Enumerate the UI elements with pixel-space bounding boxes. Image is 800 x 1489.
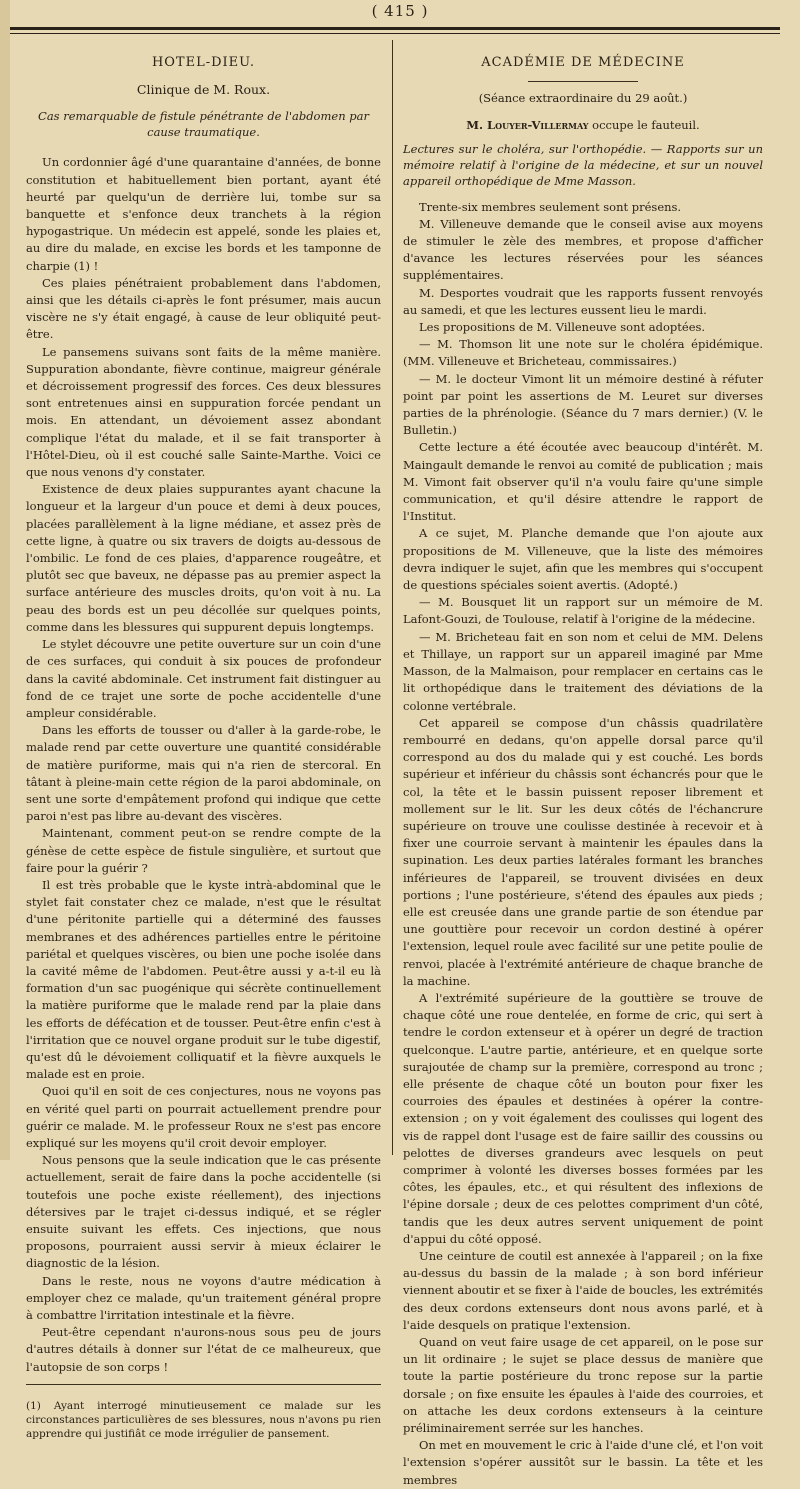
paragraph: A ce sujet, M. Planche demande que l'on ajoute aux propositions de M. Villeneuve, que la liste des mémoires devra indiquer le sujet, afin que les membres qui s'occupent de questions spéciales soient avertis. (Adopté.): [403, 526, 763, 593]
session-summary: Lectures sur le choléra, sur l'orthopédie. — Rapports sur un mémoire relatif à l'origine de la médecine, et sur un nouvel appareil orthopédique de Mme Masson.: [403, 141, 763, 188]
paragraph: M. Villeneuve demande que le conseil avise aux moyens de stimuler le zèle des membres, et propose d'afficher d'avance les lectures réservées pour les séances supplémentaires.: [403, 216, 763, 283]
footnote-rule: [26, 1384, 381, 1385]
paragraph: Il est très probable que le kyste intrà-abdominal que le stylet fait constater chez ce malade, n'est que le résultat d'une péritonite partielle qui a déterminé des fausses membranes et des adhérences partielles entre le péritoine pariétal et quelques viscères, ou bien une poche isolée dans la cavité même de l'abdomen. Peut-être aussi y a-t-il eu là formation d'un sac puogénique qui sécrète continuellement la matière puriforme que le malade rend par la plaie dans les efforts de défécation et de tousser. Peut-être enfin c'est à l'irritation que ce nouvel organe produit sur le tube digestif, qu'est dû le dévoiement colliquatif et la fièvre auxquels le malade est en proie.: [26, 877, 381, 1082]
paragraph: — M. le docteur Vimont lit un mémoire destiné à réfuter point par point les assertions de M. Leuret sur diverses parties de la phrénologie. (Séance du 7 mars dernier.) (V. le Bulletin.): [403, 371, 763, 438]
case-title: Cas remarquable de fistule pénétrante de l'abdomen par cause traumatique.: [38, 109, 369, 140]
heading-rule: [528, 81, 638, 82]
paragraph: A l'extrémité supérieure de la gouttière se trouve de chaque côté une roue dentelée, en forme de cric, qui sert à tendre le cordon extenseur et à opérer un degré de traction quelconque. L'autre partie, antérieure, et en quelque sorte surajoutée de champ sur la première, correspond au tronc ; elle présente de chaque côté un bouton pour fixer les courroies des épaules et destinées à opérer la contre-extension ; on y voit également des coulisses qui logent des vis de rappel dont l'usage est de faire saillir des coussins ou pelottes de diverses grandeurs avec lesquels on peut comprimer à volonté les diverses bosses formées par les côtes, les épaules, etc., et qui résultent des inflexions de l'épine dorsale ; deux de ces pelottes compriment d'un côté, tandis que les deux autres servent uniquement de point d'appui du côté opposé.: [403, 990, 763, 1246]
paragraph: Dans le reste, nous ne voyons d'autre médication à employer chez ce malade, qu'un traitement général propre à combattre l'irritation intestinale et la fièvre.: [26, 1273, 381, 1323]
paragraph: Le stylet découvre une petite ouverture sur un coin d'une de ces surfaces, qui conduit à six pouces de profondeur dans la cavité abdominale. Cet instrument fait distinguer au fond de ce trajet une sorte de poche accidentelle d'une ampleur considérable.: [26, 637, 381, 720]
paragraph: Maintenant, comment peut-on se rendre compte de la génèse de cette espèce de fistule singulière, et surtout que faire pour la guérir ?: [26, 826, 381, 875]
right-column: [403, 54, 763, 1489]
paragraph: Existence de deux plaies suppurantes ayant chacune la longueur et la largeur d'un pouce et demi à deux pouces, placées parallèlement à la ligne médiane, et assez près de cette ligne, à quatre ou six travers de doigts au-dessous de l'ombilic. Le fond de ces plaies, d'apparence rougeâtre, et plutôt sec que baveux, ne dépasse pas au premier aspect la surface antérieure des muscles droits, qu'on voit à nu. La peau des bords est un peu décollée sur quelques points, comme dans les blessures qui suppurent depuis longtemps.: [26, 482, 381, 634]
footnote: (1) Ayant interrogé minutieusement ce malade sur les circonstances particulières de ses blessures, nous n'avons pu rien apprendre qui justifiât ce mode irrégulier de pansement.: [26, 1399, 381, 1440]
left-column: [26, 54, 381, 1441]
column-divider: [392, 40, 393, 1155]
paragraph: Un cordonnier âgé d'une quarantaine d'années, de bonne constitution et habituellement bien portant, ayant été heurté par quelqu'un de derrière lui, tombe sur sa banquette et s'enfonce deux tranchets à la région hypogastrique. Un médecin est appelé, sonde les plaies et, au dire du malade, en excise les bords et les tamponne de charpie (1) !: [26, 155, 381, 273]
session-label: (Séance extraordinaire du 29 août.): [478, 91, 688, 106]
page-edge: [0, 0, 10, 1160]
paragraph: — M. Thomson lit une note sur le choléra épidémique. (MM. Villeneuve et Bricheteau, commissaires.): [403, 337, 763, 369]
paragraph: Trente-six membres seulement sont présens.: [419, 199, 682, 214]
president-rest: occupe le fauteuil.: [588, 118, 700, 133]
paragraph: — M. Bricheteau fait en son nom et celui de MM. Delens et Thillaye, un rapport sur un appareil imaginé par Mme Masson, de la Malmaison, pour remplacer en certains cas le lit orthopédique dans le traitement des déviations de la colonne vertébrale.: [403, 629, 763, 713]
paragraph: Une ceinture de coutil est annexée à l'appareil ; on la fixe au-dessus du bassin de la malade ; à son bord inférieur viennent aboutir et se fixer à l'aide de boucles, les extrémités des deux cordons extenseurs dont nous avons parlé, et à l'aide desquels on pratique l'extension.: [403, 1249, 763, 1332]
paragraph: Le pansemens suivans sont faits de la même manière. Suppuration abondante, fièvre continue, maigreur générale et décroissement progressif des forces. Ces deux blessures sont entretenues ainsi en suppuration forcée pendant un mois. En attendant, un dévoiement assez abondant complique l'état du malade, et il se fait transporter à l'Hôtel-Dieu, où il est couché salle Sainte-Marthe. Voici ce que nous venons d'y constater.: [26, 344, 381, 480]
paragraph: Cet appareil se compose d'un châssis quadrilatère rembourré en dedans, qu'on appelle dorsal parce qu'il correspond au dos du malade qui y est couché. Les bords supérieur et inférieur du châssis sont échancrés pour que le col, la tête et le bassin puissent reposer librement et mollement sur le lit. Sur les deux côtés de l'échancrure supérieure on trouve une coulisse destinée à recevoir et à fixer une courroie servant à maintenir les épaules dans la supination. Les deux parties latérales formant les branches inférieures de l'appareil, se trouvent divisées en deux portions ; l'une postérieure, s'étend des épaules aux pieds ; elle est creusée dans une grande partie de son étendue par une gouttière pour recevoir un cordon destiné à opérer l'extension, lequel roule avec facilité sur une petite poulie de renvoi, placée à l'extrémité antérieure de chaque branche de la machine.: [403, 715, 763, 988]
paragraph: Cette lecture a été écoutée avec beaucoup d'intérêt. M. Maingault demande le renvoi au comité de publication ; mais M. Vimont fait observer qu'il n'a voulu faire qu'une simple communication, et qu'il désire attendre le rapport de l'Institut.: [403, 440, 763, 524]
article-body: [26, 154, 381, 1375]
paragraph: Ces plaies pénétraient probablement dans l'abdomen, ainsi que les détails ci-après le font présumer, mais aucun viscère ne s'y était engagé, à cause de leur obliquité peut-être.: [26, 275, 381, 342]
paragraph: Peut-être cependant n'aurons-nous sous peu de jours d'autres détails à donner sur l'état de ce malheureux, que l'autopsie de son corps !: [26, 1325, 381, 1374]
paragraph: On met en mouvement le cric à l'aide d'une clé, et l'on voit l'extension s'opérer aussitôt sur le bassin. La tête et les membres: [403, 1438, 763, 1487]
section-heading: HOTEL-DIEU.: [151, 55, 256, 70]
header-rule-thin: [10, 33, 780, 34]
paragraph: Dans les efforts de tousser ou d'aller à la garde-robe, le malade rend par cette ouverture une quantité considérable de matière puriforme, mais qui n'a rien de stercoral. En tâtant à pleine-main cette région de la paroi abdominale, on sent une sorte d'empâtement profond qui indique que cette paroi n'est pas libre au-devant des viscères.: [26, 723, 381, 824]
president-line: [403, 117, 763, 134]
paragraph: — M. Bousquet lit un rapport sur un mémoire de M. Lafont-Gouzi, de Toulouse, relatif à l'origine de la médecine.: [403, 595, 763, 627]
paragraph: Quoi qu'il en soit de ces conjectures, nous ne voyons pas en vérité quel parti on pourrait actuellement prendre pour guérir ce malade. M. le professeur Roux ne s'est pas encore expliqué sur les moyens qu'il croit devoir employer.: [26, 1084, 381, 1150]
paragraph: Quand on veut faire usage de cet appareil, on le pose sur un lit ordinaire ; le sujet se place dessus de manière que toute la partie postérieure du tronc repose sur la partie dorsale ; on fixe ensuite les épaules à l'aide des courroies, et on attache les deux cordons extenseurs à la ceinture préliminairement serrée sur les hanches.: [403, 1335, 763, 1436]
page-number: ( 415 ): [371, 2, 429, 20]
president-name: M. Louyer-Villermay: [466, 118, 589, 133]
paragraph: Nous pensons que la seule indication que le cas présente actuellement, serait de faire dans la poche accidentelle (si toutefois une poche existe réellement), des injections détersives par le trajet ci-dessus indiqué, et se régler ensuite suivant les effets. Ces injections, que nous proposons, pourraient aussi servir à mieux éclairer le diagnostic de la lésion.: [26, 1153, 381, 1271]
section-heading: ACADÉMIE DE MÉDECINE: [481, 55, 685, 70]
article-body: [403, 199, 763, 1489]
section-subheading: Clinique de M. Roux.: [136, 82, 271, 98]
paragraph: Les propositions de M. Villeneuve sont adoptées.: [419, 320, 706, 335]
header-rule-thick: [10, 27, 780, 30]
paragraph: M. Desportes voudrait que les rapports fussent renvoyés au samedi, et que les lectures eussent lieu le mardi.: [403, 285, 763, 317]
